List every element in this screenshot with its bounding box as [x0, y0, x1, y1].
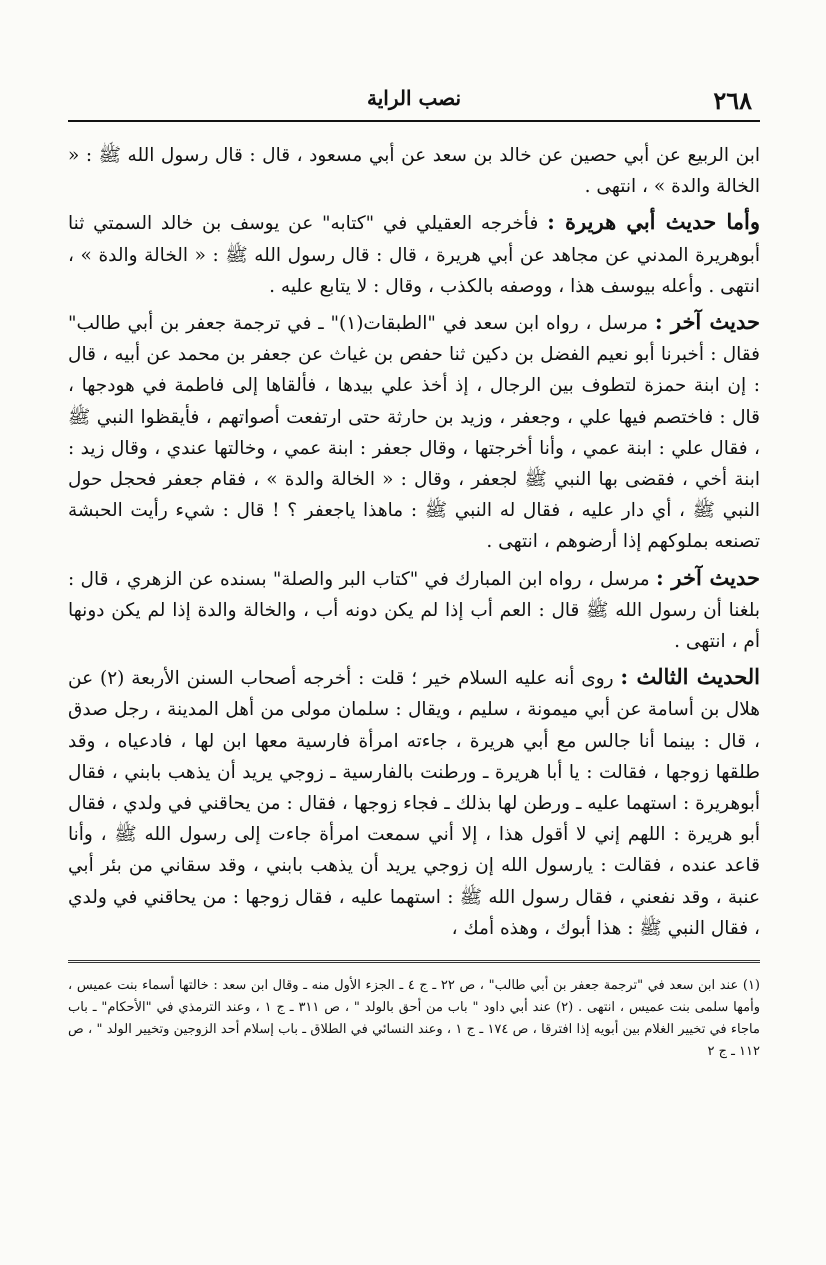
paragraph [68, 562, 760, 658]
page-number: ٢٦٨ [713, 86, 752, 115]
paragraph [68, 306, 760, 558]
paragraph-text: مرسل ، رواه ابن المبارك في "كتاب البر والصلة" بسنده عن الزهري ، قال : بلغنا أن رسول الله ﷺ قال : العم أب إذا لم يكن دونه أب ، والخالة والدة إذا لم يكن دونها أم ، انتهى . [68, 568, 760, 653]
paragraph [68, 661, 760, 944]
paragraph-text: فأخرجه العقيلي في "كتابه" عن يوسف بن خالد السمتي ثنا أبوهريرة المدني عن مجاهد عن أبي هريرة ، قال : قال رسول الله ﷺ : « الخالة والدة » ، انتهى . وأعله بيوسف هذا ، ووصفه بالكذب ، وقال : لا يتابع عليه . [68, 213, 760, 297]
paragraph-text: روى أنه عليه السلام خير ؛ قلت : أخرجه أصحاب السنن الأربعة (٢) عن هلال بن أسامة عن أبي ميمونة ، سليم ، ويقال : سلمان مولى من أهل المدينة ، رجل صدق ، قال : بينما أنا جالس مع أبي هريرة ، جاءته امرأة فارسية معها ابن لها ، فادعياه ، وقد طلقها زوجها ، فقالت : يا أبا هريرة ـ ورطنت بالفارسية ـ زوجي يريد أن يذهب بابني ، فقال أبوهريرة : استهما عليه ـ ورطن لها بذلك ـ فجاء زوجها ، فقال : من يحاقني في ولدي ، فقال أبو هريرة : اللهم إني لا أقول هذا ، إلا أني سمعت امرأة جاءت إلى رسول الله ﷺ ، وأنا قاعد عنده ، فقالت : يارسول الله إن زوجي يريد أن يذهب بابني ، وقد سقاني من بئر أبي عنبة ، وقد نفعني ، فقال رسول الله ﷺ : استهما عليه ، فقال زوجها : من يحاقني في ولدي ، فقال النبي ﷺ : هذا أبوك ، وهذه أمك ، [68, 668, 760, 939]
book-page [68, 82, 760, 1182]
footnote: (١) عند ابن سعد في "ترجمة جعفر بن أبي طالب" ، ص ٢٢ ـ ج ٤ ـ الجزء الأول منه ـ وقال ابن سعد : خالتها أسماء بنت عميس ، وأمها سلمى بنت عميس ، انتهى . (٢) عند أبي داود " باب من أحق بالولد " ، ص ٣١١ ـ ج ١ ، وعند الترمذي في "الأحكام" ـ باب ماجاء في تخيير الغلام بين أبويه إذا افترقا ، ص ١٧٤ ـ ج ١ ، وعند النسائي في الطلاق ـ باب إسلام أحد الزوجين وتخيير الولد " ، ص ١١٢ ـ ج ٢ [68, 978, 760, 1060]
paragraph [68, 138, 760, 202]
page-header [68, 82, 760, 122]
paragraph [68, 206, 760, 302]
running-title: نصب الراية [366, 86, 462, 110]
section-heading: حديث آخر : [655, 564, 761, 590]
section-heading: الحديث الثالث : [620, 664, 760, 690]
footnotes [68, 975, 760, 1063]
paragraph-text: ابن الربيع عن أبي حصين عن خالد بن سعد عن أبي مسعود ، قال : قال رسول الله ﷺ : « الخالة والدة » ، انتهى . [68, 145, 760, 198]
paragraph-text: مرسل ، رواه ابن سعد في "الطبقات(١)" ـ في ترجمة جعفر بن أبي طالب" فقال : أخبرنا أبو نعيم الفضل بن دكين ثنا حفص بن غياث عن جعفر بن محمد عن أبيه ، قال : إن ابنة حمزة لتطوف بين الرجال ، إذ أخذ علي بيدها ، فألقاها إلى فاطمة في هودجها ، قال : فاختصم فيها علي ، وجعفر ، وزيد بن حارثة حتى ارتفعت أصواتهم ، فأيقظوا النبي ﷺ ، فقال علي : ابنة عمي ، وأنا أخرجتها ، وقال جعفر : ابنة عمي ، وخالتها عندي ، وقال زيد : ابنة أخي ، فقضى بها النبي ﷺ لجعفر ، وقال : « الخالة والدة » ، فقام جعفر فحجل حول النبي ﷺ ، أي دار عليه ، فقال له النبي ﷺ : ماهذا ياجعفر ؟ ! قال : شيء رأيت الحبشة تصنعه بملوكهم إذا أرضوهم ، انتهى . [68, 313, 760, 553]
section-heading: حديث آخر : [654, 309, 760, 335]
body-text [68, 138, 760, 944]
footnote-separator [68, 960, 760, 963]
section-heading: وأما حديث أبي هريرة : [547, 209, 760, 235]
